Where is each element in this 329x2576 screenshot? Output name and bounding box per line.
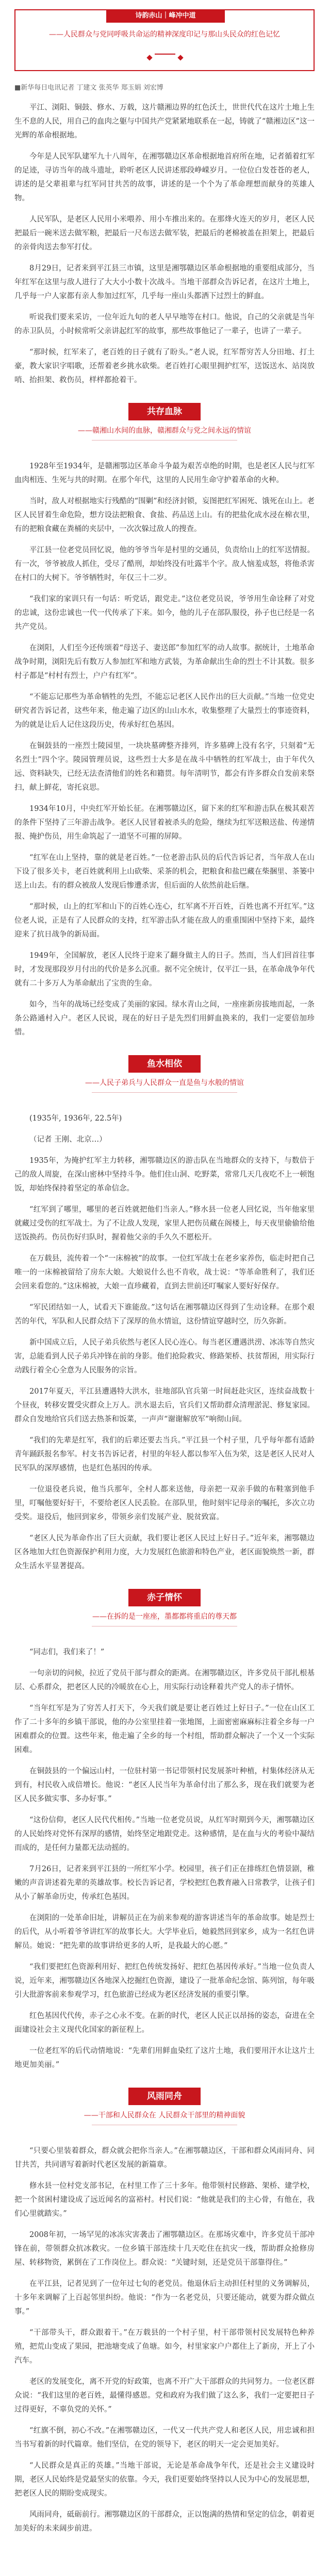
byline: ■新华每日电讯记者 丁建文 张英华 郑玉娟 刘宏博 <box>14 84 163 92</box>
section-heading <box>14 2088 315 2132</box>
paragraph: “不能忘记那些为革命牺牲的先烈，不能忘记老区人民作出的巨大贡献。”当地一位党史研究者告诉记者，这些年来，他走遍了边区的山山水水，收集整理了大量烈士的事迹资料，为的就是让后人记住这段历史，传承好红色基因。 <box>14 693 315 729</box>
paragraph: 2008年初，一场罕见的冰冻灾害袭击了湘鄂赣边区。在那场灾难中，许多党员干部冲锋在前，带领群众抗冰救灾。一位乡镇干部连续十几天吃住在抗灾一线，帮助群众抢修房屋、转移物资，累倒在了工作岗位上。群众说：“关键时刻，还是党员干部靠得住。” <box>14 2231 315 2267</box>
paragraph: 平江县一位老党员回忆说，他的爷爷当年是村里的交通员，负责给山上的红军送情报。有一次，爷爷被敌人抓住，受尽了酷刑，却始终没有吐露半个字。敌人恼羞成怒，将他杀害在村口的大树下。爷爷牺牲时，年仅三十二岁。 <box>14 546 315 582</box>
header-ribbon: 诗韵赤山｜峰冲中道 <box>106 9 225 23</box>
article-body <box>14 82 315 2543</box>
section-title: 鱼水相依 <box>128 1055 201 1073</box>
paragraph: 1935年，为掩护红军主力转移，湘鄂赣边区的游击队在当地群众的支持下，与数倍于己的敌人周旋，在深山密林中坚持斗争。他们住山洞、吃野菜，常常几天几夜吃不上一顿饱饭，却始终保持着坚定的革命信念。 <box>14 1157 315 1193</box>
header-subtitle: ——人民群众与党同呼吸共命运的精神深度印记与那山头民众的红色记忆 <box>49 30 280 39</box>
paragraph: 7月26日，记者来到平江县的一所红军小学。校园里，孩子们正在排练红色情景剧，稚嫩的声音讲述着先辈的英雄故事。校长告诉记者，学校把红色教育融入日常教学，让孩子们从小了解革命历史，传承红色基因。 <box>14 1865 315 1901</box>
section-title: 共存血脉 <box>128 403 201 420</box>
article-header <box>14 9 315 71</box>
paragraph: 当时，敌人对根据地实行残酷的“围剿”和经济封锁，妄图把红军困死、饿死在山上。老区人民冒着生命危险，想方设法把粮食、食盐、药品送上山。有的把盐化成水浸在棉衣里，有的把粮食藏在粪桶的夹层中，一次次躲过敌人的搜查。 <box>14 497 315 533</box>
paragraph: “我们的先辈是红军，我们的后辈还要去当兵。”平江县一个村子里，几乎每年都有适龄青年踊跃报名参军。村支书告诉记者，村里的年轻人都以参军入伍为荣，这是老区人民对人民军队的深厚感情，也是红色基因的传承。 <box>14 1436 315 1472</box>
paragraph: “只要心里装着群众，群众就会把你当亲人。”在湘鄂赣边区，干部和群众风雨同舟、同甘共苦，共同谱写着新时代老区发展的新篇章。 <box>14 2147 315 2169</box>
paragraph: 在浏阳的一处革命旧址，讲解员正在为前来参观的游客讲述当年的革命故事。她是烈士的后代，从小听着爷爷讲红军的故事长大。大学毕业后，她毅然回到家乡，成为一名红色讲解员。她说：“把先辈的故事讲给更多的人听，是我最大的心愿。” <box>14 1914 315 1950</box>
section-title: 赤子情怀 <box>128 1589 201 1606</box>
paragraph: “红军在山上坚持，靠的就是老百姓。”一位老游击队员的后代告诉记者，当年敌人在山下设了很多关卡，老百姓就利用上山砍柴、采茶的机会，把粮食和盐巴藏在柴捆里、茶篓中送上山去。有的群众被敌人发现后惨遭杀害，但后面的人依然前赴后继。 <box>14 854 315 890</box>
sections-block <box>14 403 315 2536</box>
paragraph: 一句亲切的问候，拉近了党员干部与群众的距离。在湘鄂赣边区，许多党员干部扎根基层、心系群众，把老区人民的冷暖放在心上，用实际行动诠释着共产党人的赤子情怀。 <box>14 1669 315 1691</box>
paragraph: 新中国成立后，人民子弟兵依然与老区人民心连心。每当老区遭遇洪涝、冰冻等自然灾害，总能看到人民子弟兵冲锋在前的身影。他们抢险救灾、修路架桥、扶贫帮困，用实际行动践行着全心全意为人民服务的宗旨。 <box>14 1338 315 1375</box>
paragraph: 在平江县，记者见到了一位年过七旬的老党员。他退休后主动担任村里的义务调解员，十多年来调解了上百起邻里纠纷。他说：“作为一名老党员，只要还能动，就要为群众做点事。” <box>14 2280 315 2316</box>
paragraph: (1935年, 1936年, 22.5年) <box>29 1114 122 1123</box>
paragraph: 修水县一位村党支部书记，在村里工作了三十多年。他带领村民修路、架桥、建学校，把一个贫困村建设成了远近闻名的富裕村。村民们说：“他就是我们的主心骨，有他在，我们心里就踏实。” <box>14 2182 315 2218</box>
paragraph: 红色基因代代传，赤子之心永不变。在新的时代，老区人民正以昂扬的姿态，奋进在全面建设社会主义现代化国家的新征程上。 <box>14 2012 315 2034</box>
paragraph: “老区人民为革命作出了巨大贡献，我们要让老区人民过上好日子。”近年来，湘鄂赣边区各地加大红色资源保护利用力度，大力发展红色旅游和特色产业，老区面貌焕然一新，群众生活水平显著提高。 <box>14 1534 315 1570</box>
paragraph: 在铜鼓县的一个偏远山村，一位驻村第一书记带领村民发展茶叶种植，村集体经济从无到有，村民收入成倍增长。他说：“老区人民当年为革命付出了那么多，现在我们就要为老区人民多做实事、多办好事。” <box>14 1767 315 1803</box>
paragraph: 在万载县，流传着一个“一床棉被”的故事。一位红军战士在老乡家养伤，临走时把自己唯一的一床棉被留给了房东大娘。大娘说什么也不肯收，战士说：“等革命胜利了，我们还会回来看您的。”这床棉被，大娘一直珍藏着，直到去世前还叮嘱家人要好好保存。 <box>14 1255 315 1291</box>
paragraph: “我们要把红色资源利用好、把红色传统发扬好、把红色基因传承好。”当地一位负责人说，近年来，湘鄂赣边区各地深入挖掘红色资源，建设了一批革命纪念馆、陈列馆，每年吸引大批游客前来参观学习，红色旅游已经成为老区经济发展的重要引擎。 <box>14 1963 315 1999</box>
paragraph: “红军到了哪里，哪里的老百姓就把他们当亲人。”修水县一位老人回忆说，当年他家里就藏过受伤的红军战士。为了不让敌人发现，家里人把伤员藏在阁楼上，每天夜里偷偷给他送饭换药。伤员伤好归队时，握着他父亲的手久久不愿松开。 <box>14 1206 315 1242</box>
paragraph: “当年红军是为了穷苦人打天下，今天我们就是要让老百姓过上好日子。”一位在山区工作了二十多年的乡镇干部说，他的办公室里挂着一张地图，上面密密麻麻标注着全乡每一户困难群众的位置。这些年来，他走遍了全乡的每一个村组，帮助群众解决了一个又一个实际困难。 <box>14 1704 315 1754</box>
paragraph: 在铜鼓县的一座烈士陵园里，一块块墓碑整齐排列，许多墓碑上没有名字，只刻着“无名烈士”四个字。陵园管理员说，这些烈士大多是在战斗中牺牲的红军战士，由于年代久远、资料缺失，已经无法查清他们的姓名和籍贯。每年清明节，都会有许多群众自发前来祭扫，献上鲜花，寄托哀思。 <box>14 742 315 792</box>
paragraph: “干部带头干，群众跟着干。”在万载县的一个村子里，村干部带领村民发展特色种养殖，把荒山变成了果园，把池塘变成了鱼塘。如今，村里家家户户都住上了新房，开上了小汽车。 <box>14 2329 315 2365</box>
paragraph: “这份信仰，老区人民代代相传。”当地一位老党员说，从红军时期到今天，湘鄂赣边区的人民始终对党怀有深厚的感情，始终坚定地跟党走。这种感情，是在血与火的考验中凝结而成的，是任何力量都无法动摇的。 <box>14 1816 315 1852</box>
paragraph: “军民团结如一人，试看天下谁能敌。”这句话在湘鄂赣边区得到了生动诠释。在那个艰苦的年代，军队和人民群众结下了深厚的鱼水情谊，这份情谊穿越时空，历久弥新。 <box>14 1303 315 1326</box>
section-rule <box>92 1092 237 1093</box>
section-subtitle: ——人民子弟兵与人民群众一直是鱼与水般的情谊 <box>85 1079 244 1087</box>
paragraph: 2017年夏天，平江县遭遇特大洪水，驻地部队官兵第一时间赶赴灾区，连续奋战数十个昼夜，转移安置受灾群众上万人。洪水退去后，官兵们又帮助群众清理淤泥、修复家园。群众自发地给官兵们送去热茶和饭菜，一声声“谢谢解放军”响彻山间。 <box>14 1387 315 1423</box>
section-subtitle: ——干部和人民群众在 人民群众干部里的精神面貌 <box>84 2111 245 2120</box>
paragraph: 在浏阳，人们至今还传颂着“母送子、妻送郎”参加红军的动人故事。据统计，土地革命战争时期，浏阳先后有数万人参加红军和地方武装，为革命献出生命的烈士不计其数。很多村子都是“村村有烈士，户户有红军”。 <box>14 644 315 680</box>
paragraph: 平江、浏阳、铜鼓、修水、万载，这片赣湘边界的红色沃土，世世代代在这片土地上生生不息的人民，用自己的血肉之躯与中国共产党紧紧地联系在一起，铸就了“赣湘边区”这一光辉的革命根据地。 <box>14 104 315 140</box>
paragraph: “同志们，我们来了！” <box>29 1648 105 1656</box>
paragraph: “人民群众是真正的英雄。”当地干部说，无论是革命战争年代，还是社会主义建设时期，老区人民始终是党最坚实的依靠。今天，我们更要始终坚持以人民为中心的发展思想，把老区人民的期盼变成现实。 <box>14 2462 315 2498</box>
paragraph: 1934年10月，中央红军开始长征。在湘鄂赣边区，留下来的红军和游击队在极其艰苦的条件下坚持了三年游击战争。老区人民冒着被杀头的危险，继续为红军送粮送盐、传递情报、掩护伤员，用生命筑起了一道坚不可摧的屏障。 <box>14 805 315 841</box>
paragraph: 听说我们要来采访，一位年近九旬的老人早早地等在村口。他说，自己的父亲就是当年的赤卫队员，小时候常听父亲讲起红军的故事，那些故事他记了一辈子，也讲了一辈子。 <box>14 313 315 335</box>
section-subtitle: ——在拆的是一座座，墨都都将重启的尊天都 <box>92 1613 237 1621</box>
paragraph: “那时候，红军来了，老百姓的日子就有了盼头。”老人说，红军帮穷苦人分田地、打土豪，教大家识字唱歌，还帮着老乡挑水砍柴。老百姓打心眼里拥护红军，送饭送水、站岗放哨、抬担架、救伤员，样样都抢着干。 <box>14 348 315 384</box>
paragraph: （记者 王刚、北京…） <box>29 1136 107 1144</box>
intro-block <box>14 101 315 387</box>
paragraph: “红旗不倒，初心不改。”在湘鄂赣边区，一代又一代共产党人和老区人民，用忠诚和担当书写着新的时代篇章。他们坚信，在党的领导下，老区的明天一定会更加美好。 <box>14 2427 315 2449</box>
header-ornament <box>155 54 175 61</box>
section-subtitle: ——赣湘山水间的血脉，赣湘群众与党之间永远的情谊 <box>78 427 251 435</box>
paragraph: 风雨同舟，砥砺前行。湘鄂赣边区的干部群众，正以饱满的热情和坚定的信念，朝着更加美好的未来阔步前进。 <box>14 2511 315 2533</box>
section-heading <box>14 403 315 447</box>
paragraph: 1949年，全国解放，老区人民终于迎来了翻身做主人的日子。然而，当人们回首往事时，才发现那段岁月付出的代价是多么沉重。据不完全统计，仅平江一县，在革命战争年代就有二十多万人为革命献出了宝贵的生命。 <box>14 952 315 988</box>
paragraph: 一位退役老兵说，他当兵那年，全村人都来送他，母亲把一双亲手做的布鞋塞到他手里，叮嘱他要好好干，不要给老区人民丢脸。在部队里，他时刻牢记母亲的嘱托，多次立功受奖。退役后，他回到家乡，带领乡亲们发展产业、脱贫致富。 <box>14 1485 315 1521</box>
section-heading <box>14 1055 315 1099</box>
paragraph: 1928年至1934年，是赣湘鄂边区革命斗争最为艰苦卓绝的时期，也是老区人民与红军血肉相连、生死与共的时期。在那个年代，这里的人民用生命守护着革命的火种。 <box>14 462 315 484</box>
paragraph: 一位老红军的后代动情地说：“先辈们用鲜血染红了这片土地，我们要用汗水让这片土地更加美丽。” <box>14 2047 315 2069</box>
section-heading <box>14 1589 315 1633</box>
paragraph: 如今，当年的战场已经变成了美丽的家园。绿水青山之间，一座座新房拔地而起，一条条公路通村入户。老区人民说，现在的好日子是先烈们用鲜血换来的，我们一定要倍加珍惜。 <box>14 1001 315 1037</box>
paragraph: 8月29日，记者来到平江县三市镇，这里是湘鄂赣边区革命根据地的重要组成部分，当年红军在这里与敌人进行了大大小小数十次战斗。当地干部群众告诉记者，在这片土地上，几乎每一户人家都有亲人参加过红军，几乎每一座山头都洒下过烈士的鲜血。 <box>14 264 315 300</box>
paragraph: 老区的发展变化，离不开党的好政策，也离不开广大干部群众的共同努力。一位老区群众说：“我们这里的老百姓，最懂得感恩。党和政府为我们做了这么多，我们一定要把日子过得更好，不辜负党的关怀。” <box>14 2378 315 2414</box>
section-title: 风雨同舟 <box>128 2088 201 2105</box>
paragraph: 人民军队，是老区人民用小米喂养、用小车推出来的。在那烽火连天的岁月，老区人民把最后一碗米送去做军粮，把最后一尺布送去做军装，把最后的老棉被盖在担架上，把最后的亲骨肉送去参军打仗。 <box>14 215 315 251</box>
paragraph: 今年是人民军队建军九十八周年，在湘鄂赣边区革命根据地首府所在地，记者循着红军的足迹，寻访当年的战斗遗址，聆听老区人民讲述那段峥嵘岁月。一位位白发苍苍的老人，讲述的是父辈祖辈与红军同甘共苦的故事，讲述的是一个个为了革命理想而献身的英雄人物。 <box>14 152 315 202</box>
paragraph: “那时候，山上的红军和山下的百姓心连心，红军离不开百姓，百姓也离不开红军。”这位老人说，正是有了人民群众的支持，红军游击队才能在敌人的重重围困中坚持下来，最终迎来了抗日战争的新局面。 <box>14 903 315 939</box>
paragraph: “我们家的家训只有一句话：听党话，跟党走。”这位老党员说，爷爷用生命诠释了对党的忠诚，这份忠诚也一代一代传承了下来。如今，他的儿子在部队服役，孙子也已经是一名共产党员。 <box>14 595 315 631</box>
